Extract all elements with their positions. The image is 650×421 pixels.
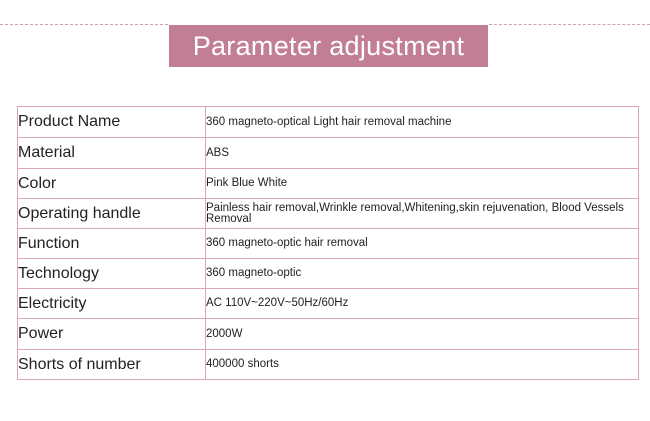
row-value: AC 110V~220V~50Hz/60Hz [206,289,639,319]
row-label: Product Name [18,107,206,138]
row-value: 400000 shorts [206,350,639,380]
table-row [18,199,639,229]
row-value: 360 magneto-optic hair removal [206,229,639,259]
row-value: Pink Blue White [206,169,639,199]
table-row [18,107,639,138]
row-value: 360 magneto-optic [206,259,639,289]
row-label: Technology [18,259,206,289]
parameter-table [17,106,639,380]
table-row [18,350,639,380]
header-divider-left [0,24,168,25]
row-label: Color [18,169,206,199]
row-label: Electricity [18,289,206,319]
row-label: Shorts of number [18,350,206,380]
page-title: Parameter adjustment [169,25,488,67]
row-label: Power [18,319,206,350]
row-label: Material [18,138,206,169]
row-label: Operating handle [18,199,206,229]
row-value: Painless hair removal,Wrinkle removal,Whitening,skin rejuvenation, Blood Vessels Removal [206,199,639,229]
table-row [18,319,639,350]
table-row [18,259,639,289]
row-value: 360 magneto-optical Light hair removal machine [206,107,639,138]
row-label: Function [18,229,206,259]
header-divider-right [489,24,650,25]
row-value: 2000W [206,319,639,350]
table-row [18,229,639,259]
row-value: ABS [206,138,639,169]
table-row [18,138,639,169]
table-row [18,169,639,199]
table-row [18,289,639,319]
